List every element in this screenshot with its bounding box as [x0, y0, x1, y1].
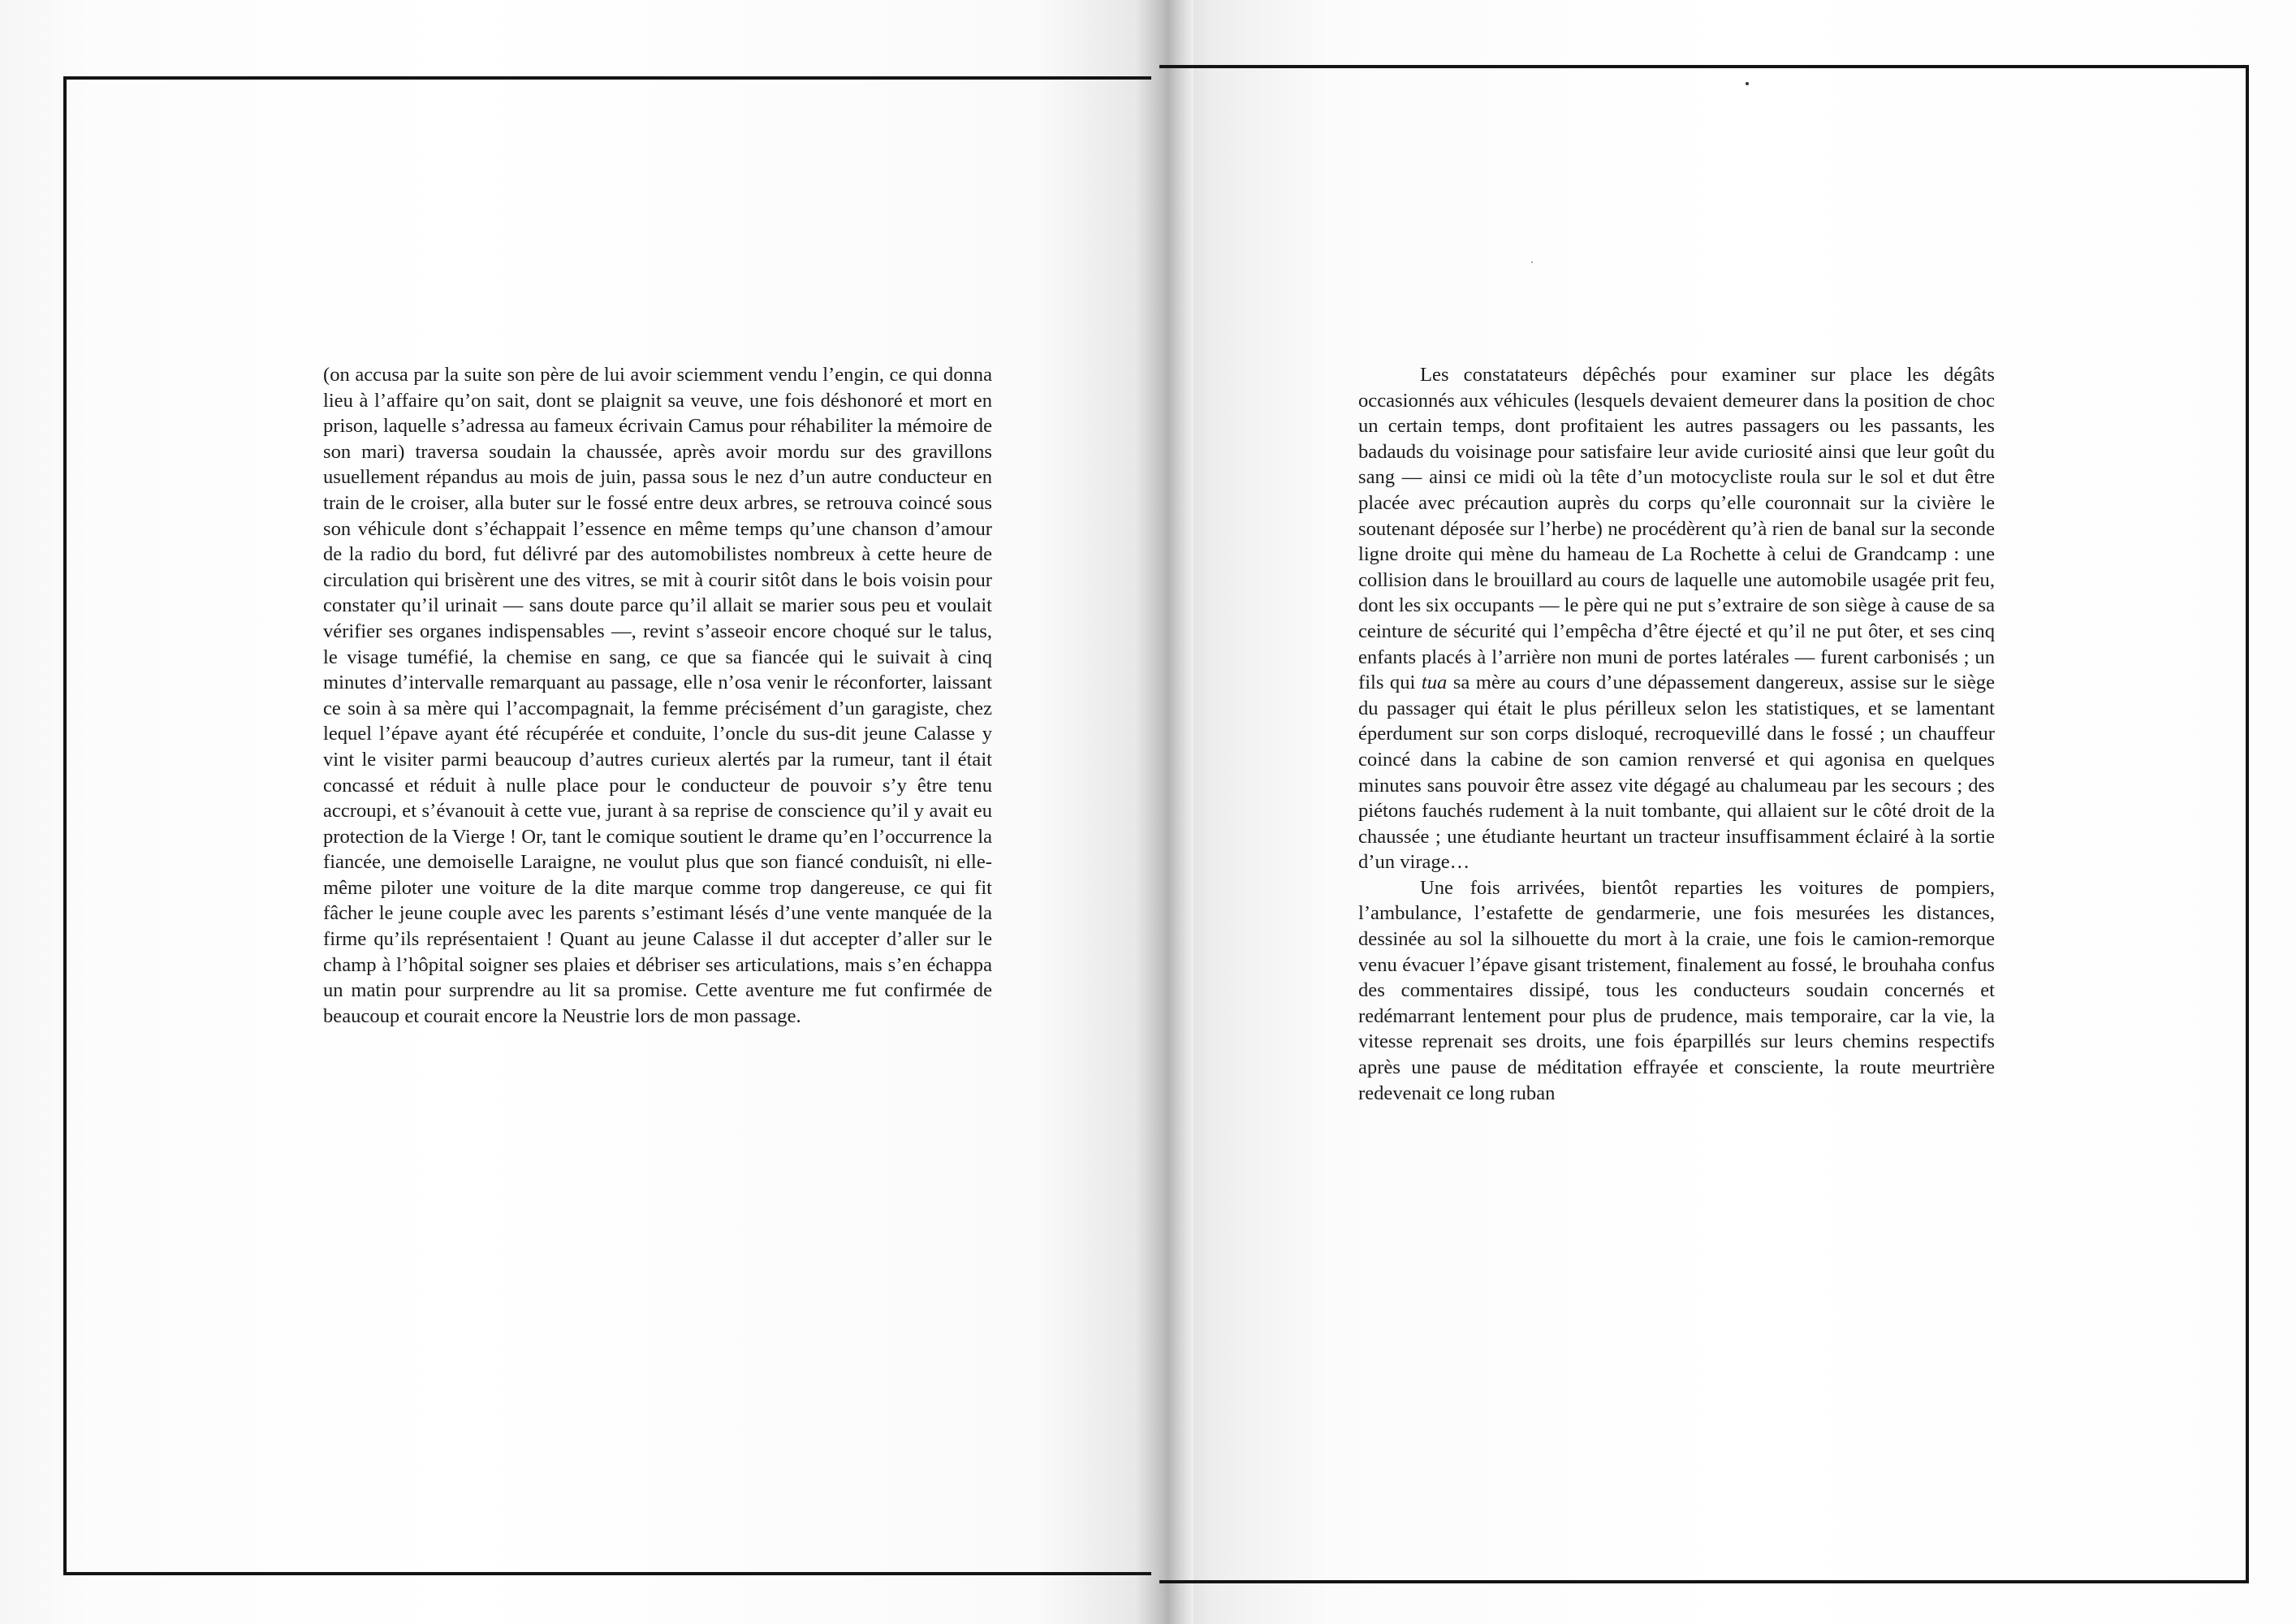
left-paragraph: (on accusa par la suite son père de lui avoir sciemment vendu l’engin, ce qui donna lieu à l’affaire qu’on sait, dont se plaignit sa veuve, une fois déshonoré et mort en prison, laquelle s’adressa au fameux écrivain Camus pour réhabiliter la mémoire de son mari) traversa soudain la chaussée, après avoir mordu sur des gravillons usuellement répandus au mois de juin, passa sous le nez d’un autre conducteur en train de le croiser, alla buter sur le fossé entre deux arbres, se retrouva coincé sous son véhicule dont s’échappait l’essence en même temps qu’une chanson d’amour de la radio du bord, fut délivré par des automobilistes nombreux à cette heure de circulation qui brisèrent une des vitres, se mit à courir sitôt dans le bois voisin pour constater qu’il urinait — sans doute parce qu’il allait se marier sous peu et voulait vérifier ses organes indispensables —, revint s’asseoir encore choqué sur le talus, le visage tuméfié, la chemise en sang, ce que sa fiancée qui le suivait à cinq minutes d’intervalle remarquant au passage, elle n’osa venir le réconforter, laissant ce soin à sa mère qui l’accompagnait, la femme précisément d’un garagiste, chez lequel l’épave ayant été récupérée et conduite, l’oncle du sus-dit jeune Calasse y vint le visiter parmi beaucoup d’autres curieux alertés par la rumeur, tant il était concassé et réduit à nulle place pour le conducteur de pouvoir s’y être tenu accroupi, et s’évanouit à cette vue, jurant à sa reprise de conscience qu’il y avait eu protection de la Vierge ! Or, tant le comique soutient le drame qu’en l’occurrence la fiancée, une demoiselle Laraigne, ne voulut plus que son fiancé conduisît, ni elle-même piloter une voiture de la dite marque comme trop dangereuse, ce qui fit fâcher le jeune couple avec les parents s’estimant lésés d’une vente manquée de la firme qu’ils représentaient ! Quant au jeune Calasse il dut accepter d’aller sur le champ à l’hôpital soigner ses plaies et débriser ses articulations, mais s’en échappa un matin pour surprendre au lit sa promise. Cette aventure me fut confirmée de beaucoup et courait encore la Neustrie lors de mon passage. — [323, 364, 992, 1027]
italic-word: tua — [1421, 672, 1448, 694]
print-speck — [1746, 82, 1749, 85]
right-paragraph-1-part-a: Les constatateurs dépêchés pour examiner sur place les dégâts occasionnés aux véhicules (lesquels devaient demeurer dans la position de choc un certain temps, dont profitaient les autres passagers ou les passants, les badauds du voisinage pour satisfaire leur avide curiosité ainsi que leur goût du sang — ainsi ce midi où la tête d’un motocycliste roula sur le sol et dut être placée avec précaution auprès du corps qu’elle couronnait sur la civière le soutenant déposée sur l’herbe) ne procédèrent qu’à rien de banal sur la seconde ligne droite qui mène du hameau de La Rochette à celui de Grandcamp : une collision dans le brouillard au cours de laquelle une automobile usagée prit feu, dont les six occupants — le père qui ne put s’extraire de son siège à cause de sa ceinture de sécurité qui l’empêcha d’être éjecté et qu’il ne put ôter, et ses cinq enfants placés à l’arrière non muni de portes latérales — furent carbonisés ; un fils qui — [1358, 364, 1995, 694]
left-page-text — [323, 362, 992, 1029]
right-paragraph-2: Une fois arrivées, bientôt reparties les voitures de pompiers, l’ambulance, l’estafette de gendarmerie, une fois mesurées les distances, dessinée au sol la silhouette du mort à la craie, une fois le camion-remorque venu évacuer l’épave gisant tristement, finalement au fossé, le brouhaha confus des commentaires dissipé, tous les conducteurs soudain concernés et redémarrant lentement pour plus de prudence, mais temporaire, car la vie, la vitesse reprenait ses droits, une fois éparpillés sur leurs chemins respectifs après une pause de méditation effrayée et consciente, la route meurtrière redevenait ce long ruban — [1358, 876, 1995, 1104]
right-paragraph-1 — [1358, 362, 1995, 875]
right-paragraph-1-part-b: sa mère au cours d’une dépassement dangereux, assise sur le siège du passager qui était le plus périlleux selon les statistiques, et se lamentant éperdument sur son corps disloqué, recroquevillé dans le fossé ; un chauffeur coincé dans la cabine de son camion renversé et qui agonisa en quelques minutes sans pouvoir être assez vite dégagé au chalumeau par les secours ; des piétons fauchés rudement à la nuit tombante, qui allaient sur le côté droit de la chaussée ; une étudiante heurtant un tracteur insuffisamment éclairé à la sortie d’un virage… — [1358, 672, 1995, 874]
print-speck — [1531, 261, 1533, 263]
right-page-text — [1358, 362, 1995, 1106]
